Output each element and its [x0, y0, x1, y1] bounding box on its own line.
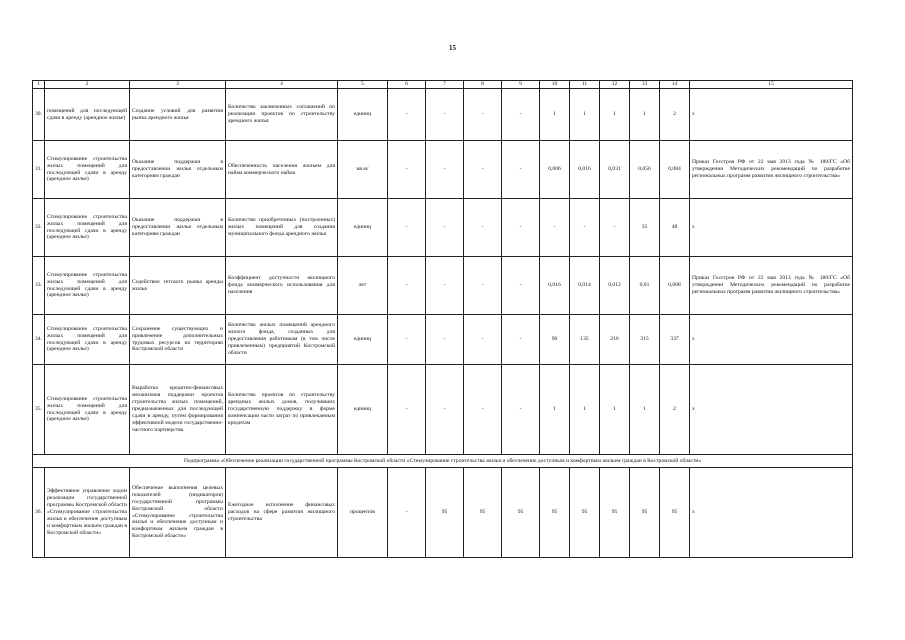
value-cell: 1 [630, 89, 660, 141]
measure-cell: Оказание поддержки в предоставлении жилья отдельным категориям граждан [130, 199, 226, 257]
note-cell: х [690, 199, 853, 257]
value-cell: 1 [600, 89, 630, 141]
indicators-table [32, 80, 853, 558]
task-cell: Стимулирование строительства жилых помещений для последующей сдачи в аренду (арендное жилье) [45, 141, 130, 199]
value-cell: - [502, 257, 540, 315]
value-cell: - [464, 315, 502, 365]
value-cell: 135 [570, 315, 600, 365]
value-cell: 0,016 [540, 257, 570, 315]
value-cell: - [570, 199, 600, 257]
value-cell: 0,031 [600, 141, 630, 199]
value-cell: 95 [660, 468, 690, 558]
value-cell: - [464, 89, 502, 141]
header-cell: 12 [600, 81, 630, 89]
value-cell: - [426, 365, 464, 455]
table-row [33, 365, 853, 455]
indicator-cell: Количество заключенных соглашений по реализации проектов по строительству арендного жилья [226, 89, 338, 141]
measure-cell: Сохранение существующих и привлечение дополнительных трудовых ресурсов на территорию Костромской области [130, 315, 226, 365]
value-cell: 210 [600, 315, 630, 365]
value-cell: 0,084 [660, 141, 690, 199]
value-cell: - [426, 315, 464, 365]
indicator-cell: Количество приобретенных (построенных) жилых помещений для создания муниципального фонда арендного жилья [226, 199, 338, 257]
unit-cell: единиц [338, 89, 388, 141]
header-cell: 13 [630, 81, 660, 89]
page-number: 15 [449, 44, 456, 52]
note-cell: х [690, 315, 853, 365]
table-row [33, 257, 853, 315]
value-cell: 2 [660, 89, 690, 141]
note-cell: Приказ Госстроя РФ от 22 мая 2013 года № 180/ГС «Об утверждении Методических рекомендаций по разработке региональных программ развития жилищного строительства» [690, 257, 853, 315]
task-cell: Стимулирование строительства жилых помещений для последующей сдачи в аренду (арендное жилье) [45, 257, 130, 315]
measure-cell: Обеспечение выполнения целевых показателей (индикаторов) государственной программы Костромской области «Стимулирование строительства жилья и обеспечение доступным и комфортным жильем граждан в Костромской области» [130, 468, 226, 558]
value-cell: 0,01 [630, 257, 660, 315]
header-cell: 11 [570, 81, 600, 89]
value-cell: 1 [630, 365, 660, 455]
header-cell: 9 [502, 81, 540, 89]
value-cell: - [388, 468, 426, 558]
header-cell: 8 [464, 81, 502, 89]
value-cell: 95 [502, 468, 540, 558]
value-cell: 2 [660, 365, 690, 455]
note-cell: х [690, 365, 853, 455]
table-row [33, 315, 853, 365]
row-number: 32. [33, 199, 45, 257]
value-cell: - [388, 141, 426, 199]
value-cell: - [464, 257, 502, 315]
note-cell: х [690, 89, 853, 141]
header-row [33, 81, 853, 89]
subprogram-title: Подпрограмма «Обеспечение реализации государственной программы Костромской области «Стимулирование строительства жилья и обеспечение доступным и комфортным жильем граждан в Костромской области» [33, 455, 853, 468]
value-cell: 315 [630, 315, 660, 365]
value-cell: - [388, 365, 426, 455]
value-cell: 0,016 [570, 141, 600, 199]
header-cell: 3 [130, 81, 226, 89]
value-cell: - [600, 199, 630, 257]
header-cell: 6 [388, 81, 426, 89]
value-cell: 48 [660, 199, 690, 257]
value-cell: - [464, 199, 502, 257]
value-cell: 90 [540, 315, 570, 365]
task-cell: Стимулирование строительства жилых помещений для последующей сдачи в аренду (арендное жилье) [45, 365, 130, 455]
value-cell: 1 [570, 89, 600, 141]
unit-cell: кв.м/ [338, 141, 388, 199]
header-cell: 10 [540, 81, 570, 89]
value-cell: 0,014 [570, 257, 600, 315]
measure-cell: Создание условий для развития рынка арендного жилья [130, 89, 226, 141]
unit-cell: единиц [338, 315, 388, 365]
value-cell: 35 [630, 199, 660, 257]
value-cell: 0,008 [660, 257, 690, 315]
value-cell: 337 [660, 315, 690, 365]
task-cell: Эффективное управление ходом реализации государственной программы Костромской области «Стимулирование строительства жилья и обеспечение доступным и комфортным жильем граждан в Костромской области» [45, 468, 130, 558]
header-cell: 5 [338, 81, 388, 89]
row-number: 34. [33, 315, 45, 365]
indicator-cell: Ежегодное исполнение финансовых расходов на сфере развития жилищного строительства [226, 468, 338, 558]
table-row [33, 199, 853, 257]
value-cell: 1 [570, 365, 600, 455]
unit-cell: единиц [338, 199, 388, 257]
value-cell: - [502, 315, 540, 365]
indicator-cell: Количество жилых помещений арендного жилого фонда, созданных для предоставления работникам (в том числе привлеченным) предприятий Костромской области [226, 315, 338, 365]
value-cell: 95 [426, 468, 464, 558]
row-number: 33. [33, 257, 45, 315]
value-cell: 95 [630, 468, 660, 558]
header-cell: 7 [426, 81, 464, 89]
indicator-cell: Коэффициент доступности жилищного фонда коммерческого использования для населения [226, 257, 338, 315]
table-row [33, 468, 853, 558]
value-cell: - [388, 315, 426, 365]
value-cell: - [502, 365, 540, 455]
task-cell: Стимулирование строительства жилых помещений для последующей сдачи в аренду (арендное жилье) [45, 315, 130, 365]
task-cell: Стимулирование строительства жилых помещений для последующей сдачи в аренду (арендное жилье) [45, 199, 130, 257]
value-cell: 95 [464, 468, 502, 558]
measure-cell: Оказание поддержки в предоставлении жилья отдельным категориям граждан [130, 141, 226, 199]
value-cell: 0,056 [630, 141, 660, 199]
value-cell: 1 [600, 365, 630, 455]
value-cell: - [388, 89, 426, 141]
table-row [33, 89, 853, 141]
value-cell: 0,012 [600, 257, 630, 315]
value-cell: 95 [600, 468, 630, 558]
measure-cell: Выработка кредитно-финансовых механизмов поддержки проектов строительства жилых помещений, предназначенных для последующей сдачи в аренду, путем формирования эффективной модели государственно-частного партнерства [130, 365, 226, 455]
note-cell: х [690, 468, 853, 558]
header-cell: 14 [660, 81, 690, 89]
value-cell: - [502, 199, 540, 257]
header-cell: 2 [45, 81, 130, 89]
row-number: 30. [33, 89, 45, 141]
header-cell: 1 [33, 81, 45, 89]
unit-cell: процентов [338, 468, 388, 558]
value-cell: - [502, 89, 540, 141]
value-cell: 95 [570, 468, 600, 558]
unit-cell: единиц [338, 365, 388, 455]
header-cell: 15 [690, 81, 853, 89]
value-cell: - [426, 141, 464, 199]
header-cell: 4 [226, 81, 338, 89]
value-cell: - [540, 199, 570, 257]
value-cell: 95 [540, 468, 570, 558]
value-cell: - [464, 141, 502, 199]
row-number: 35. [33, 365, 45, 455]
value-cell: - [388, 199, 426, 257]
task-cell: помещений для последующей сдачи в аренду (арендное жилье) [45, 89, 130, 141]
value-cell: - [426, 199, 464, 257]
value-cell: 0,006 [540, 141, 570, 199]
value-cell: 1 [540, 365, 570, 455]
row-number: 36. [33, 468, 45, 558]
subprogram-row [33, 455, 853, 468]
value-cell: - [464, 365, 502, 455]
value-cell: - [426, 89, 464, 141]
unit-cell: лет [338, 257, 388, 315]
value-cell: 1 [540, 89, 570, 141]
value-cell: - [426, 257, 464, 315]
value-cell: - [502, 141, 540, 199]
indicator-cell: Обеспеченность населения жильем для найма коммерческого найма [226, 141, 338, 199]
row-number: 31. [33, 141, 45, 199]
indicator-cell: Количество проектов по строительству арендных жилых домов, получивших государственную поддержку в форме компенсации части затрат по привлекаемым кредитам [226, 365, 338, 455]
table-row [33, 141, 853, 199]
measure-cell: Содействие гетского рынка аренды жилья [130, 257, 226, 315]
value-cell: - [388, 257, 426, 315]
note-cell: Приказ Госстроя РФ от 22 мая 2013 года № 180/ГС «Об утверждении Методических рекомендаций по разработке региональных программ развития жилищного строительства» [690, 141, 853, 199]
